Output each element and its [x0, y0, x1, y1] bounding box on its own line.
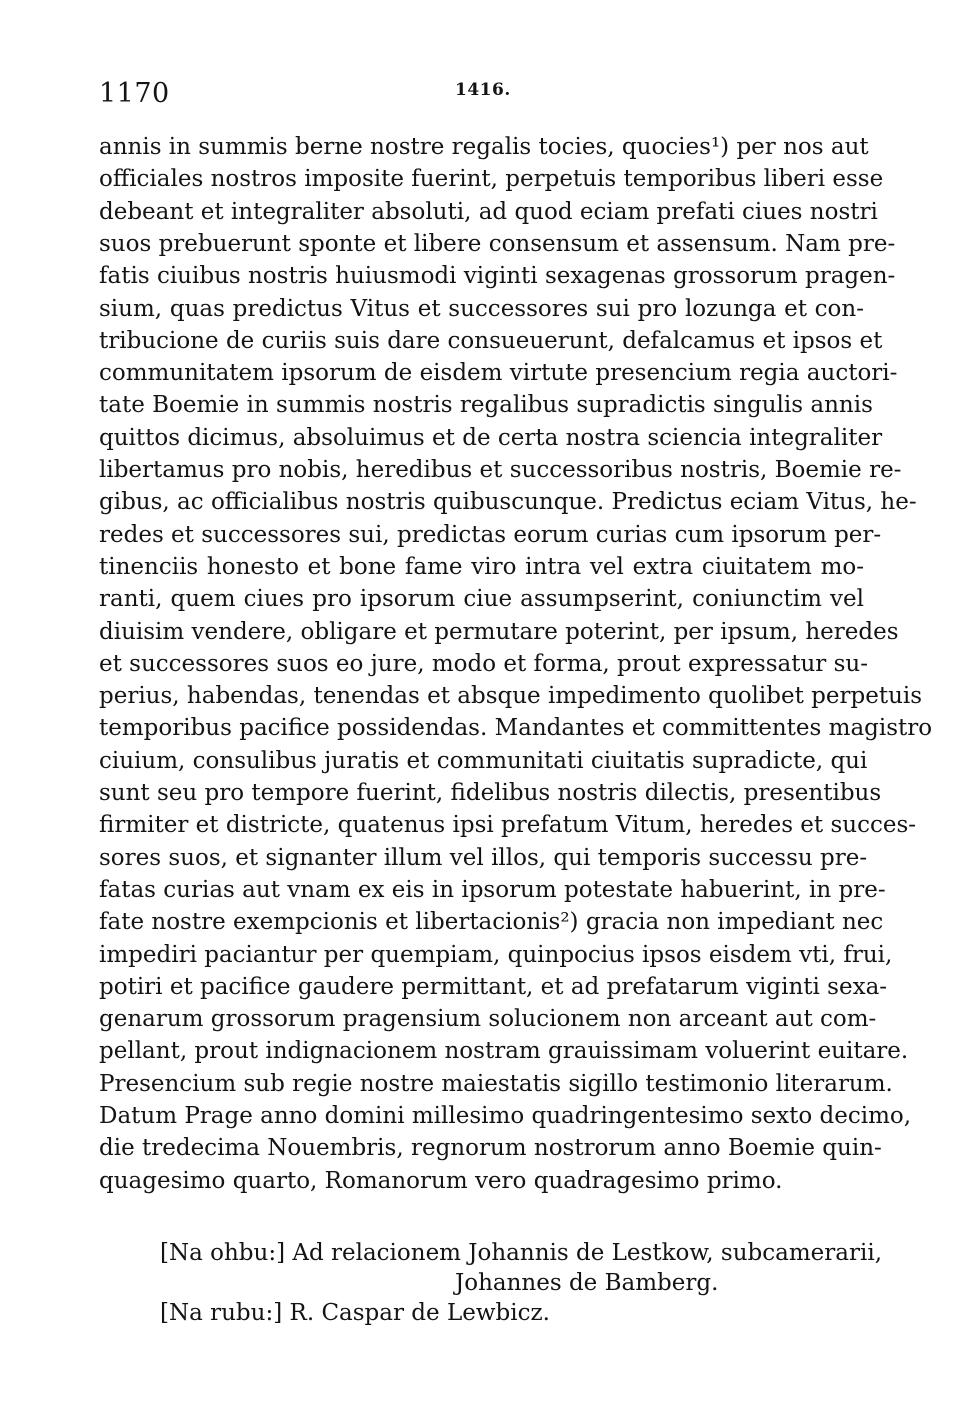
- text-line: impediri paciantur per quempiam, quinpocius ipsos eisdem vti, frui,: [99, 941, 893, 968]
- text-line: officiales nostros imposite fuerint, perpetuis temporibus liberi esse: [99, 166, 884, 193]
- text-line: firmiter et districte, quatenus ipsi prefatum Vitum, heredes et succes-: [99, 812, 917, 839]
- text-line: tate Boemie in summis nostris regalibus supradictis singulis annis: [99, 392, 873, 419]
- signature-line-relacio: [Na ohbu:] Ad relacionem Johannis de Lestkow, subcamerarii,: [160, 1240, 883, 1266]
- text-line: temporibus pacifice possidendas. Mandantes et committentes magistro: [99, 715, 933, 742]
- text-line: sores suos, et signanter illum vel illos, qui temporis successu pre-: [99, 844, 868, 871]
- signature-line-registry: [Na rubu:] R. Caspar de Lewbicz.: [160, 1300, 550, 1326]
- text-line: tribucione de curiis suis dare consueuerunt, defalcamus et ipsos et: [99, 327, 883, 354]
- text-line: pellant, prout indignacionem nostram grauissimam voluerint euitare.: [99, 1038, 909, 1065]
- text-line: gibus, ac officialibus nostris quibuscunque. Predictus eciam Vitus, he-: [99, 489, 917, 516]
- page-number: 1170: [99, 78, 170, 109]
- text-line: redes et successores sui, predictas eorum curias cum ipsorum per-: [99, 521, 882, 548]
- text-line: debeant et integraliter absoluti, ad quod eciam prefati ciues nostri: [99, 198, 878, 225]
- text-line: sium, quas predictus Vitus et successores sui pro lozunga et con-: [99, 295, 864, 322]
- text-line: Datum Prage anno domini millesimo quadringentesimo sexto decimo,: [99, 1103, 912, 1129]
- page-year-heading: 1416.: [455, 80, 511, 100]
- text-line: communitatem ipsorum de eisdem virtute presencium regia auctori-: [99, 360, 898, 387]
- text-line: suos prebuerunt sponte et libere consensum et assensum. Nam pre-: [99, 230, 896, 257]
- text-line: et successores suos eo jure, modo et forma, prout expressatur su-: [99, 650, 868, 677]
- signature-line-scribe: Johannes de Bamberg.: [455, 1270, 719, 1296]
- text-line: die tredecima Nouembris, regnorum nostrorum anno Boemie quin-: [99, 1135, 882, 1162]
- text-line: fate nostre exempcionis et libertacionis²) gracia non impediant nec: [99, 909, 884, 936]
- text-line: fatas curias aut vnam ex eis in ipsorum potestate habuerint, in pre-: [99, 876, 886, 903]
- text-line: perius, habendas, tenendas et absque impedimento quolibet perpetuis: [99, 683, 923, 710]
- text-line: ciuium, consulibus juratis et communitati ciuitatis supradicte, qui: [99, 747, 868, 774]
- text-line: quittos dicimus, absoluimus et de certa nostra sciencia integraliter: [99, 424, 883, 451]
- text-line: potiri et pacifice gaudere permittant, et ad prefatarum viginti sexa-: [99, 973, 888, 1000]
- text-line: fatis ciuibus nostris huiusmodi viginti sexagenas grossorum pragen-: [99, 263, 896, 290]
- text-line: tinenciis honesto et bone fame viro intra vel extra ciuitatem mo-: [99, 553, 864, 580]
- text-line: ranti, quem ciues pro ipsorum ciue assumpserint, coniunctim vel: [99, 586, 864, 613]
- text-line: quagesimo quarto, Romanorum vero quadragesimo primo.: [99, 1167, 783, 1194]
- text-line: diuisim vendere, obligare et permutare poterint, per ipsum, heredes: [99, 618, 899, 645]
- text-line: libertamus pro nobis, heredibus et successoribus nostris, Boemie re-: [99, 457, 902, 483]
- text-line: Presencium sub regie nostre maiestatis sigillo testimonio literarum.: [99, 1070, 893, 1097]
- text-line: annis in summis berne nostre regalis tocies, quocies¹) per nos aut: [99, 134, 869, 160]
- text-line: sunt seu pro tempore fuerint, fidelibus nostris dilectis, presentibus: [99, 780, 882, 806]
- text-line: genarum grossorum pragensium solucionem non arceant aut com-: [99, 1006, 877, 1033]
